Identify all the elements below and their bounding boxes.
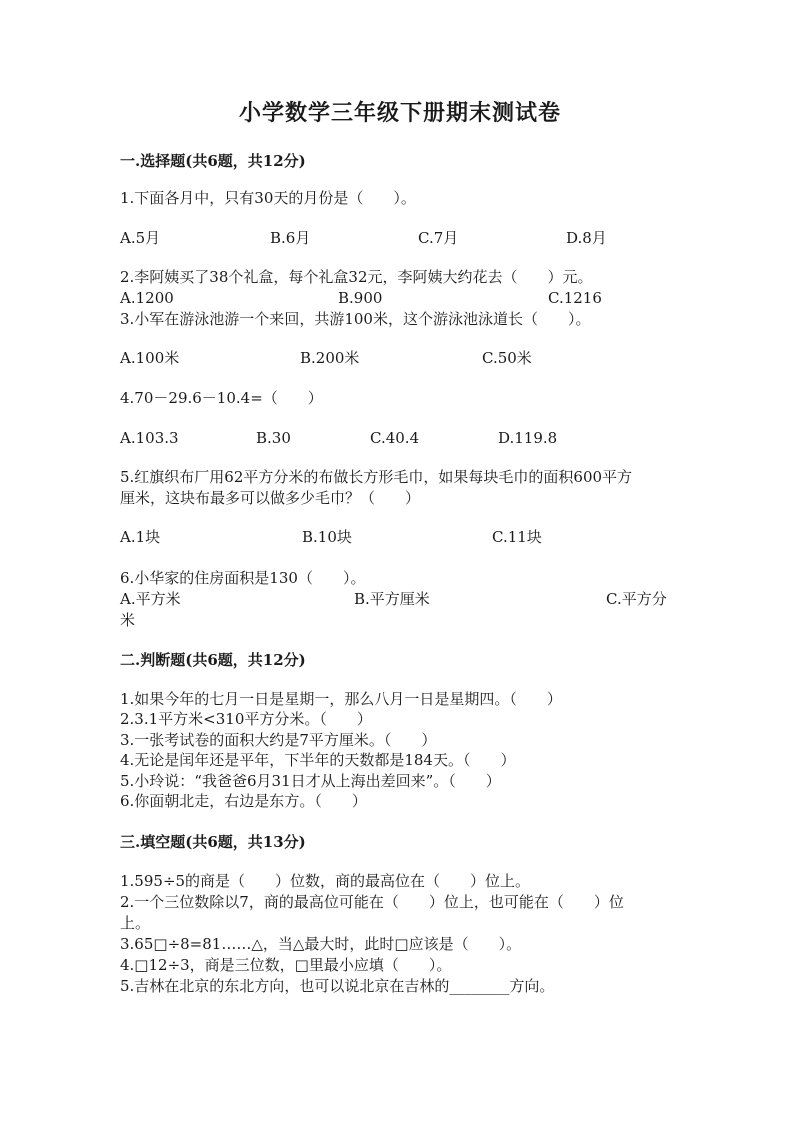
question-1-text: 1.下面各月中，只有30天的月份是（ ）。 — [120, 189, 416, 207]
question-5-text-line2: 厘米，这块布最多可以做多少毛巾？（ ） — [120, 489, 421, 507]
fill-item-5: 5.吉林在北京的东北方向，也可以说北京在吉林的________方向。 — [120, 977, 555, 995]
judgement-item-1: 1.如果今年的七月一日是星期一，那么八月一日是星期四。（ ） — [120, 690, 562, 708]
q4-option-b: B.30 — [256, 429, 291, 447]
q4-option-d: D.119.8 — [498, 429, 558, 447]
q5-option-a: A.1块 — [120, 528, 161, 546]
section-heading-fill-blank: 三.填空题(共6题，共13分) — [120, 833, 306, 851]
q5-option-b: B.10块 — [302, 528, 352, 546]
q4-option-a: A.103.3 — [120, 429, 179, 447]
q4-option-c: C.40.4 — [370, 429, 420, 447]
page-title: 小学数学三年级下册期末测试卷 — [238, 100, 561, 126]
q1-option-a: A.5月 — [120, 229, 161, 247]
judgement-item-5: 5.小玲说：“我爸爸6月31日才从上海出差回来”。（ ） — [120, 772, 501, 790]
judgement-item-4: 4.无论是闰年还是平年，下半年的天数都是184天。（ ） — [120, 751, 516, 769]
section-heading-judgement: 二.判断题(共6题，共12分) — [120, 651, 306, 669]
fill-item-2: 2.一个三位数除以7，商的最高位可能在（ ）位上，也可能在（ ）位 — [120, 893, 624, 911]
question-6-text: 6.小华家的住房面积是130（ ）。 — [120, 569, 366, 587]
q6-option-c-wrap: 米 — [120, 611, 136, 629]
q3-option-a: A.100米 — [120, 349, 180, 367]
fill-item-3: 3.65□÷8=81……△，当△最大时，此时□应该是（ ）。 — [120, 935, 522, 953]
question-4-text: 4.70－29.6－10.4=（ ） — [120, 389, 323, 407]
fill-item-1: 1.595÷5的商是（ ）位数，商的最高位在（ ）位上。 — [120, 872, 531, 890]
judgement-item-6: 6.你面朝北走，右边是东方。（ ） — [120, 792, 367, 810]
q5-option-c: C.11块 — [492, 528, 542, 546]
judgement-item-3: 3.一张考试卷的面积大约是7平方厘米。（ ） — [120, 731, 437, 749]
judgement-item-2: 2.3.1平方米<310平方分米。（ ） — [120, 710, 372, 728]
q2-option-c: C.1216 — [548, 289, 602, 307]
question-5-text-line1: 5.红旗织布厂用62平方分米的布做长方形毛巾，如果每块毛巾的面积600平方 — [120, 468, 633, 486]
fill-item-4: 4.□12÷3，商是三位数，□里最小应填（ ）。 — [120, 956, 452, 974]
q1-option-c: C.7月 — [418, 229, 459, 247]
q3-option-c: C.50米 — [482, 349, 532, 367]
question-3-text: 3.小军在游泳池游一个来回，共游100米，这个游泳池泳道长（ ）。 — [120, 310, 591, 328]
fill-item-2-wrap: 上。 — [120, 914, 151, 932]
q1-option-b: B.6月 — [270, 229, 311, 247]
q3-option-b: B.200米 — [300, 349, 360, 367]
q6-option-c: C.平方分 — [606, 590, 667, 608]
q2-option-a: A.1200 — [120, 289, 174, 307]
q6-option-a: A.平方米 — [120, 590, 181, 608]
q6-option-b: B.平方厘米 — [354, 590, 430, 608]
question-2-text: 2.李阿姨买了38个礼盒，每个礼盒32元，李阿姨大约花去（ ）元。 — [120, 268, 593, 286]
q2-option-b: B.900 — [338, 289, 383, 307]
section-heading-choice: 一.选择题(共6题，共12分) — [120, 152, 306, 170]
q1-option-d: D.8月 — [566, 229, 607, 247]
